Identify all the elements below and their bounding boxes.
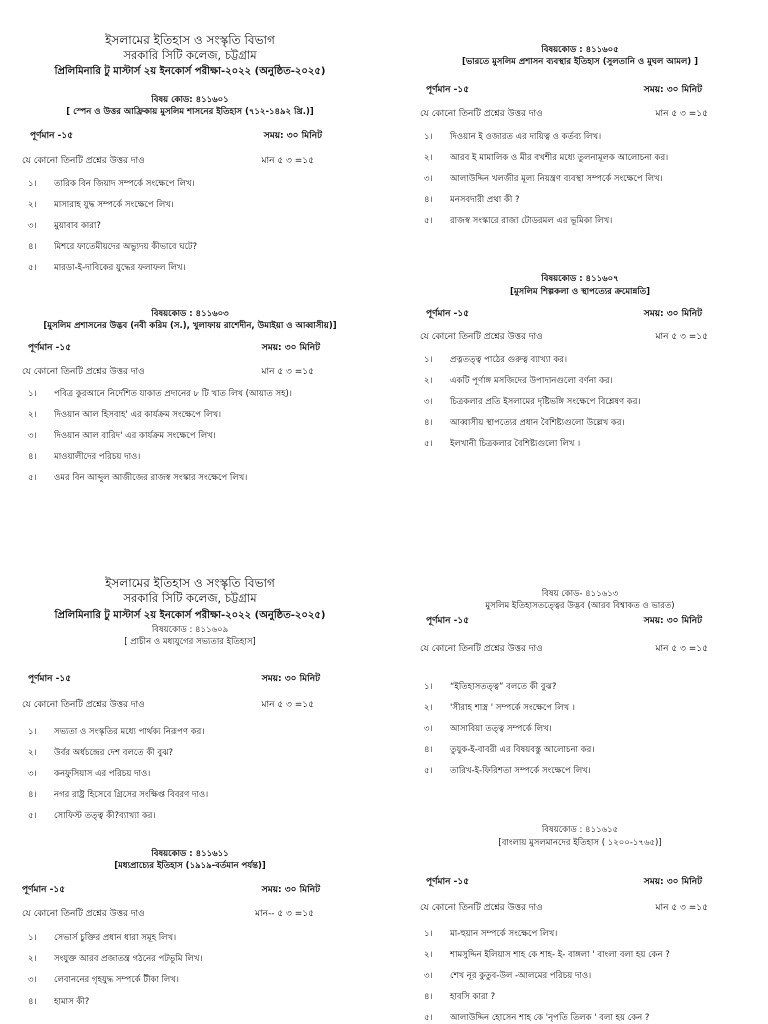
marks-distribution: মান ৫ ৩ =১৫ bbox=[261, 156, 314, 166]
instruction: যে কোনো তিনটি প্রশ্নের উত্তর দাও bbox=[22, 156, 145, 166]
question-item: ১। পবিত্র কুরআনে নির্দেশিত যাকাত প্রদানের ৮ টি খাত লিখ (আয়াত সহ)। bbox=[28, 389, 292, 399]
exam-title: প্রিলিমিনারি টু মাস্টার্স ২য় ইনকোর্স পরীক্ষা-২০২২ (অনুষ্ঠিত-২০২৫) bbox=[54, 66, 326, 77]
question-item: ৫। তারিখ-ই-ফিরিশতা সম্পর্কে সংক্ষেপে লিখ। bbox=[424, 766, 591, 776]
question-item: ৩। আসাবিয়া তত্ত্ব সম্পর্কে লিখ। bbox=[424, 724, 552, 734]
instruction-row: যে কোনো তিনটি প্রশ্নের উত্তর দাও মান ৫ ৩ =১৫ bbox=[420, 109, 708, 119]
question-item: ২। উর্বর অর্ধচন্দ্রের দেশ বলতে কী বুঝ? bbox=[28, 748, 174, 758]
question-item: ৪। মাওয়ালীদের পরিচয় দাও। bbox=[28, 452, 141, 462]
question-item: ৩। মুয়াবাব কারা? bbox=[28, 221, 101, 231]
question-item: ৫। সোফিস্ট তত্ত্ব কী?ব্যাখ্যা কর। bbox=[28, 811, 156, 821]
subject-title: [মুসলিম শিল্পকলা ও স্থাপত্যের ক্রমোন্নতি] bbox=[509, 287, 651, 297]
marks-time-row: পূর্ণমান -১৫ সময়: ৩০ মিনিট bbox=[426, 85, 702, 95]
question-item: ৪। হাবসি কারা ? bbox=[424, 992, 496, 1002]
question-item: ২। মাসারাহ যুদ্ধ সম্পর্কে সংক্ষেপে লিখ। bbox=[28, 200, 174, 210]
question-item: ৪। হামাস কী? bbox=[28, 997, 90, 1007]
question-item: ৩। কনফুসিয়াস এর পরিচয় দাও। bbox=[28, 769, 151, 779]
marks-time-row: পূর্ণমান -১৫ সময়: ৩০ মিনিট bbox=[426, 309, 702, 319]
question-item: ৪। আব্বাসীয় স্থাপত্যের প্রধান বৈশিষ্ট্যগুলো উল্লেখ কর। bbox=[424, 418, 625, 428]
marks-time-row: পূর্ণমান -১৫ সময়: ৩০ মিনিট bbox=[28, 674, 320, 684]
marks-time-row: পূর্ণমান -১৫ সময়: ৩০ মিনিট bbox=[22, 885, 320, 895]
question-item: ৩। আলাউদ্দিন খলজীর মূল্য নিয়ন্ত্রণ ব্যবস্থা সম্পর্কে সংক্ষেপে লিখ। bbox=[424, 174, 663, 184]
question-item: ১। “ইতিহাসতত্ত্ব” বলতে কী বুঝ? bbox=[424, 682, 557, 692]
instruction-row bbox=[22, 155, 314, 167]
subject-title: [ স্পেন ও উত্তর আফ্রিকায় মুসলিম শাসনের ইতিহাস (৭১২-১৪৯২ খ্রি.)] bbox=[66, 107, 314, 117]
subject-code: বিষয়কোড : ৪১১৬০৩ bbox=[151, 309, 229, 319]
question-item: ১। সেভার্স চুক্তির প্রধান ধারা সমূহ লিখ। bbox=[28, 933, 177, 943]
instruction-row: যে কোনো তিনটি প্রশ্নের উত্তর দাও মান-- ৫ ৩ =১৫ bbox=[22, 909, 314, 919]
marks-time-row bbox=[30, 130, 322, 142]
marks-time-row: পূর্ণমান -১৫ সময়: ৩০ মিনিট bbox=[426, 616, 702, 626]
subject-title: [বাংলায় মুসলমানদের ইতিহাস ( ১২০০-১৭৬৫)] bbox=[498, 838, 662, 848]
question-item: ১। প্রত্নতত্ত্ব পাঠের গুরুত্ব ব্যাখ্যা কর। bbox=[424, 355, 567, 365]
instruction-row: যে কোনো তিনটি প্রশ্নের উত্তর দাও মান ৫ ৩ =১৫ bbox=[420, 332, 708, 342]
question-item: ৫। ইলখানী চিত্রকলার বৈশিষ্ট্যগুলো লিখ । bbox=[424, 439, 581, 449]
subject-title: [ভারতে মুসলিম প্রশাসন ব্যবস্থার ইতিহাস (সুলতানি ও মুঘল আমল) ] bbox=[461, 57, 699, 67]
subject-code: বিষয় কোড: ৪১১৬০১ bbox=[151, 95, 229, 105]
subject-code: বিষয়কোড : ৪১১৬০৫ bbox=[541, 45, 619, 55]
question-item: ৩। দিওয়ান আল বারিদ' এর কার্যক্রম সংক্ষেপে লিখ। bbox=[28, 431, 216, 441]
question-item: ৫। আলাউদ্দিন হোসেন শাহ কে 'নৃপতি তিলক ' বলা হয় কেন ? bbox=[424, 1013, 650, 1023]
question-item: ৪। তুযুক-ই-বাবরী এর বিষয়বস্তু আলোচনা কর। bbox=[424, 745, 595, 755]
question-item: ৪। মনসবদারী প্রথা কী ? bbox=[424, 195, 520, 205]
subject-title: মুসলিম ইতিহাসতত্ত্বের উদ্ভব (আরব বিশ্বাকত ও ভারত) bbox=[485, 601, 675, 611]
exam-title: প্রিলিমিনারি টু মাস্টার্স ২য় ইনকোর্স পরীক্ষা-২০২২ (অনুষ্ঠিত-২০২৫) bbox=[54, 610, 326, 621]
question-item: ১। দিওয়ান ই ওজারত এর দায়িত্ব ও কর্তব্য লিখ। bbox=[424, 132, 602, 142]
question-item: ২। সংযুক্ত আরব প্রজাতন্ত্র গঠনের পটভূমি লিখ। bbox=[28, 954, 203, 964]
question-item: ৫। রাজস্ব সংস্কারে রাজা টোডরমল এর ভূমিকা লিখ। bbox=[424, 216, 613, 226]
question-item: ২। দিওয়ান আল হিসবাহ' এর কার্যক্রম সংক্ষেপে লিখ। bbox=[28, 410, 222, 420]
instruction-row: যে কোনো তিনটি প্রশ্নের উত্তর দাও মান ৫ ৩ =১৫ bbox=[22, 700, 314, 710]
subject-code: বিষয়কোড : ৪১১৬১১ bbox=[151, 849, 229, 859]
question-item: ১। মা-হুয়ান সম্পর্কে সংক্ষেপে লিখ। bbox=[424, 929, 558, 939]
subject-code: বিষয়কোড : ৪১১৬১৫ bbox=[541, 825, 619, 835]
dept-title: ইসলামের ইতিহাস ও সংস্কৃতি বিভাগ bbox=[105, 576, 275, 590]
question-item: ২। আরব ই মামালিক ও মীর বখশীর মধ্যে তুলনামূলক আলোচনা কর। bbox=[424, 153, 669, 163]
subject-title: [মুসলিম প্রশাসনের উদ্ভব (নবী করিম (স.), খুলাফায় রাশেদীন, উমাইয়া ও আব্বাসীয়)] bbox=[43, 321, 337, 331]
dept-title: ইসলামের ইতিহাস ও সংস্কৃতি বিভাগ bbox=[105, 33, 275, 47]
subject-code: বিষয় কোড- ৪১১৬১৩ bbox=[541, 589, 619, 599]
marks-time-row: পূর্ণমান -১৫ সময়: ৩০ মিনিট bbox=[426, 877, 702, 887]
question-item: ২। একটি পূর্ণাঙ্গ মসজিদের উপাদানগুলো বর্ণনা কর। bbox=[424, 376, 613, 386]
time-allowed: সময়: ৩০ মিনিট bbox=[263, 131, 322, 141]
question-item: ৩। লেবাননের গৃহযুদ্ধ সম্পর্কে টীকা লিখ। bbox=[28, 975, 179, 985]
question-item: ৫। মারডা-ই-দাবিকের যুদ্ধের ফলাফল লিখ। bbox=[28, 263, 186, 273]
college-name: সরকারি সিটি কলেজ, চট্টগ্রাম bbox=[123, 48, 257, 62]
question-item: ১। সভ্যতা ও সংস্কৃতির মধ্যে পার্থক্য নিরূপণ কর। bbox=[28, 727, 205, 737]
instruction-row: যে কোনো তিনটি প্রশ্নের উত্তর দাও মান ৫ ৩ =১৫ bbox=[22, 367, 314, 377]
question-item: ৩। শেখ নূর কুতুব-উল -আলমের পরিচয় দাও। bbox=[424, 971, 592, 981]
question-item: ২। 'সীরাহ শাস্ত্র ' সম্পর্কে সংক্ষেপে লিখ । bbox=[424, 703, 575, 713]
subject-title: [ প্রাচীন ও মধ্যযুগের সভ্যতার ইতিহাস] bbox=[124, 637, 256, 647]
question-item: ১। তারিক বিন জিয়াদ সম্পর্কে সংক্ষেপে লিখ। bbox=[28, 179, 195, 189]
question-item: ৪। মিশরে ফাতেমীয়দের অভ্যুদয় কীভাবে ঘটে? bbox=[28, 242, 198, 252]
question-item: ৫। ওমর বিন আব্দুল আজীজের রাজস্ব সংস্কার সংক্ষেপে লিখ। bbox=[28, 473, 248, 483]
subject-code: বিষয়কোড : ৪১১৬০৯ bbox=[151, 625, 229, 635]
subject-code: বিষয়কোড : ৪১১৬০৭ bbox=[541, 274, 619, 284]
instruction-row: যে কোনো তিনটি প্রশ্নের উত্তর দাও মান ৫ ৩ =১৫ bbox=[420, 644, 708, 654]
full-marks: পূর্ণমান -১৫ bbox=[30, 131, 74, 141]
question-item: ৪। নগর রাষ্ট্র হিসেবে গ্রিসের সংক্ষিপ্ত বিবরণ দাও। bbox=[28, 790, 209, 800]
instruction-row: যে কোনো তিনটি প্রশ্নের উত্তর দাও মান ৫ ৩ =১৫ bbox=[420, 903, 708, 913]
question-item: ২। শামসুদ্দিন ইলিয়াস শাহ কে শাহ- ই- বাঙ্গলা ' বাংলা বলা হয় কেন ? bbox=[424, 950, 670, 960]
question-item: ৩। চিত্রকলার প্রতি ইসলামের দৃষ্টিভঙ্গি সংক্ষেপে বিশ্লেষণ কর। bbox=[424, 397, 641, 407]
college-name: সরকারি সিটি কলেজ, চট্টগ্রাম bbox=[123, 591, 257, 605]
subject-title: [মধ্যপ্রাচ্যের ইতিহাস (১৯১৯-বর্তমান পর্যন্ত)] bbox=[114, 861, 266, 871]
marks-time-row: পূর্ণমান -১৫ সময়: ৩০ মিনিট bbox=[28, 343, 320, 353]
